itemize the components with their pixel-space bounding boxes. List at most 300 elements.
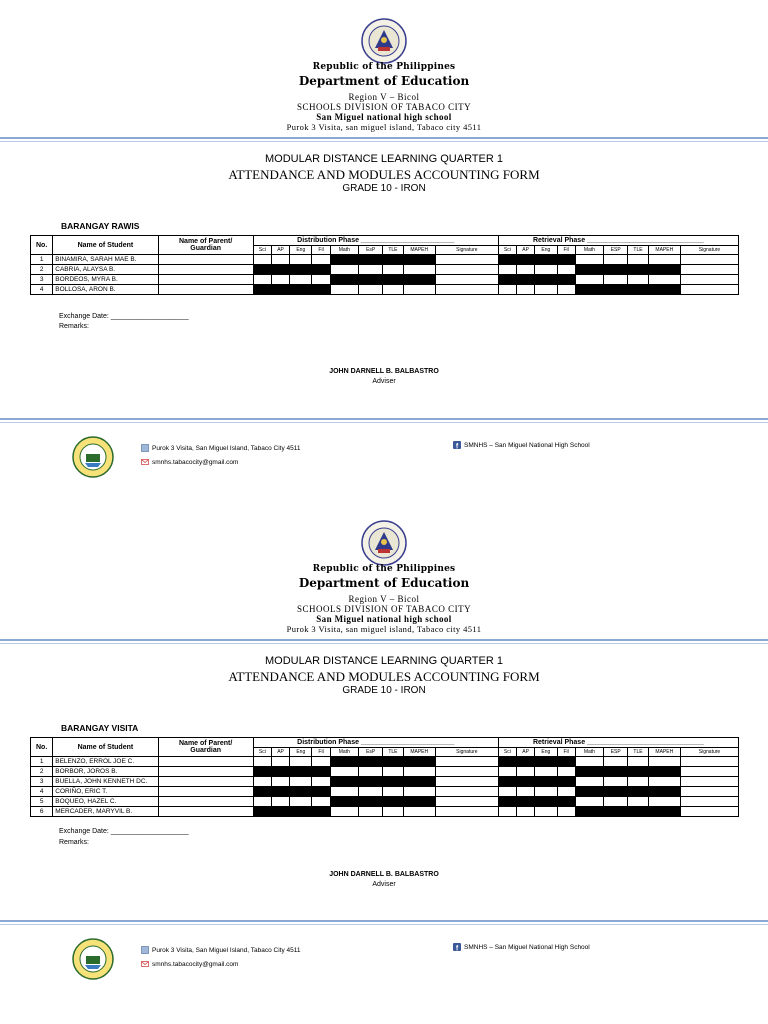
module-cell[interactable] [648,757,680,767]
school-label: San Miguel national high school [316,614,452,624]
facebook-icon [453,943,461,951]
module-cell[interactable] [330,255,358,265]
module-cell[interactable] [535,285,557,295]
module-cell[interactable] [253,275,271,285]
subcol-ret-sci: Sci [498,246,516,255]
module-cell[interactable] [330,777,358,787]
division-label: SCHOOLS DIVISION OF TABACO CITY [296,102,472,112]
republic-label: Republic of the Philippines [312,564,456,574]
region-label: Region V – Bicol [348,594,420,604]
signature-cell[interactable] [681,787,739,797]
module-cell[interactable] [383,807,403,817]
module-cell[interactable] [271,807,289,817]
module-cell[interactable] [359,807,383,817]
module-cell[interactable] [648,807,680,817]
student-name: BINAMIRA, SARAH MAE B. [53,255,158,265]
module-cell[interactable] [498,255,516,265]
signature-cell[interactable] [435,797,498,807]
parent-cell[interactable] [158,265,253,275]
signature-cell[interactable] [435,275,498,285]
module-cell[interactable] [628,275,648,285]
student-number: 1 [31,255,53,265]
footer-email [141,960,238,968]
module-cell[interactable] [312,255,330,265]
module-cell[interactable] [383,767,403,777]
module-cell[interactable] [359,787,383,797]
facebook-icon [453,441,461,449]
subcol-dist-tle: TLE [383,748,403,757]
module-cell[interactable] [253,797,271,807]
module-cell[interactable] [628,255,648,265]
module-cell[interactable] [383,265,403,275]
module-cell[interactable] [383,787,403,797]
col-retrieval-phase: Retrieval Phase ______________________________ [498,236,738,246]
adviser-role: Adviser [372,881,396,888]
subcol-ret-mapeh: MAPEH [648,748,680,757]
module-cell[interactable] [312,797,330,807]
module-cell[interactable] [271,275,289,285]
module-cell[interactable] [403,265,435,275]
module-cell[interactable] [517,285,535,295]
module-cell[interactable] [330,285,358,295]
parent-cell[interactable] [158,757,253,767]
module-cell[interactable] [535,265,557,275]
module-cell[interactable] [312,265,330,275]
module-cell[interactable] [648,265,680,275]
student-number: 4 [31,285,53,295]
signature-cell[interactable] [435,255,498,265]
module-cell[interactable] [330,767,358,777]
module-cell[interactable] [648,275,680,285]
module-cell[interactable] [498,285,516,295]
module-cell[interactable] [575,255,603,265]
subcol-dist-mapeh: MAPEH [403,748,435,757]
header-divider-thin [0,643,768,644]
module-cell[interactable] [403,255,435,265]
signature-cell[interactable] [681,255,739,265]
module-cell[interactable] [557,787,575,797]
location-icon [141,946,149,954]
subcol-dist-sci: Sci [253,246,271,255]
module-cell[interactable] [628,807,648,817]
parent-cell[interactable] [158,285,253,295]
subcol-ret-esp: ESP [604,748,628,757]
col-no: No. [31,236,53,255]
module-cell[interactable] [383,777,403,787]
module-cell[interactable] [312,757,330,767]
module-cell[interactable] [403,797,435,807]
form-title-main: ATTENDANCE AND MODULES ACCOUNTING FORM [228,669,540,684]
col-retrieval-phase: Retrieval Phase ______________________________ [498,738,738,748]
module-cell[interactable] [517,797,535,807]
module-cell[interactable] [557,777,575,787]
parent-cell[interactable] [158,787,253,797]
module-cell[interactable] [271,787,289,797]
subcol-ret-sci: Sci [498,748,516,757]
student-name: BELENZO, ERROL JOE C. [53,757,158,767]
signature-cell[interactable] [435,767,498,777]
col-parent-line2: Guardian [190,747,222,754]
module-cell[interactable] [498,767,516,777]
module-cell[interactable] [535,275,557,285]
adviser-name: JOHN DARNELL B. BALBASTRO [329,368,439,375]
subcol-dist-fil: Fil [312,748,330,757]
module-cell[interactable] [359,767,383,777]
attendance-table [30,737,739,817]
signature-cell[interactable] [681,807,739,817]
module-cell[interactable] [517,757,535,767]
module-cell[interactable] [604,777,628,787]
form-page-2 [0,502,768,1004]
module-cell[interactable] [403,777,435,787]
module-cell[interactable] [557,255,575,265]
module-cell[interactable] [628,265,648,275]
module-cell[interactable] [403,757,435,767]
module-cell[interactable] [604,807,628,817]
module-cell[interactable] [403,767,435,777]
footer-divider-thin [0,924,768,925]
module-cell[interactable] [359,275,383,285]
form-title-quarter: MODULAR DISTANCE LEARNING QUARTER 1 [265,153,503,165]
module-cell[interactable] [290,285,312,295]
module-cell[interactable] [628,777,648,787]
module-cell[interactable] [383,757,403,767]
col-no: No. [31,738,53,757]
module-cell[interactable] [604,787,628,797]
module-cell[interactable] [648,767,680,777]
module-cell[interactable] [253,807,271,817]
module-cell[interactable] [557,285,575,295]
subcol-dist-signature: Signature [435,748,498,757]
module-cell[interactable] [648,255,680,265]
header-divider [0,639,768,641]
module-cell[interactable] [648,777,680,787]
module-cell[interactable] [312,807,330,817]
table-row [31,757,739,767]
footer-address-text: Purok 3 Visita, San Miguel Island, Tabaco City 4511 [152,444,301,452]
signature-cell[interactable] [435,285,498,295]
parent-cell[interactable] [158,255,253,265]
module-cell[interactable] [383,255,403,265]
module-cell[interactable] [290,807,312,817]
module-cell[interactable] [330,797,358,807]
module-cell[interactable] [535,777,557,787]
subcol-dist-sci: Sci [253,748,271,757]
subcol-dist-esp: EsP [359,246,383,255]
module-cell[interactable] [290,265,312,275]
module-cell[interactable] [383,285,403,295]
module-cell[interactable] [403,787,435,797]
module-cell[interactable] [359,285,383,295]
parent-cell[interactable] [158,807,253,817]
module-cell[interactable] [498,265,516,275]
module-cell[interactable] [290,275,312,285]
subcol-dist-ap: AP [271,246,289,255]
module-cell[interactable] [330,787,358,797]
subcol-ret-math: Math [575,246,603,255]
module-cell[interactable] [575,757,603,767]
module-cell[interactable] [290,787,312,797]
module-cell[interactable] [557,275,575,285]
signature-cell[interactable] [435,757,498,767]
module-cell[interactable] [290,255,312,265]
module-cell[interactable] [604,797,628,807]
parent-cell[interactable] [158,777,253,787]
module-cell[interactable] [330,275,358,285]
module-cell[interactable] [535,807,557,817]
module-cell[interactable] [312,285,330,295]
footer-facebook [453,943,590,951]
parent-cell[interactable] [158,767,253,777]
module-cell[interactable] [330,807,358,817]
module-cell[interactable] [604,285,628,295]
module-cell[interactable] [271,797,289,807]
module-cell[interactable] [383,275,403,285]
module-cell[interactable] [498,757,516,767]
module-cell[interactable] [253,767,271,777]
subcol-dist-fil: Fil [312,246,330,255]
subcol-dist-signature: Signature [435,246,498,255]
student-name: CORIÑO, ERIC T. [53,787,158,797]
student-name: MERCADER, MARYVIL B. [53,807,158,817]
module-cell[interactable] [330,265,358,275]
module-cell[interactable] [604,255,628,265]
table-row [31,767,739,777]
footer-email-text[interactable]: smnhs.tabacocity@gmail.com [152,458,239,466]
module-cell[interactable] [575,265,603,275]
module-cell[interactable] [604,275,628,285]
subcol-ret-eng: Eng [535,246,557,255]
subcol-ret-ap: AP [517,748,535,757]
module-cell[interactable] [575,275,603,285]
module-cell[interactable] [575,807,603,817]
module-cell[interactable] [312,767,330,777]
school-logo-icon [72,436,114,478]
module-cell[interactable] [557,757,575,767]
module-cell[interactable] [271,265,289,275]
student-name: BOLLOSA, ARON B. [53,285,158,295]
school-logo-icon [72,938,114,980]
module-cell[interactable] [253,757,271,767]
footer-divider [0,418,768,420]
module-cell[interactable] [517,255,535,265]
signature-cell[interactable] [681,767,739,777]
subcol-dist-math: Math [330,748,358,757]
module-cell[interactable] [535,757,557,767]
module-cell[interactable] [557,265,575,275]
col-student-name: Name of Student [53,236,158,255]
module-cell[interactable] [648,285,680,295]
signature-cell[interactable] [681,285,739,295]
subcol-dist-eng: Eng [290,748,312,757]
school-address: Purok 3 Visita, san miguel island, Tabaco city 4511 [286,624,482,634]
student-number: 2 [31,265,53,275]
signature-cell[interactable] [681,777,739,787]
module-cell[interactable] [312,787,330,797]
module-cell[interactable] [604,757,628,767]
republic-label: Republic of the Philippines [312,62,456,72]
remarks-label: Remarks: [59,839,89,846]
module-cell[interactable] [517,265,535,275]
module-cell[interactable] [517,777,535,787]
form-title-quarter: MODULAR DISTANCE LEARNING QUARTER 1 [265,655,503,667]
module-cell[interactable] [403,807,435,817]
signature-cell[interactable] [435,777,498,787]
table-row [31,807,739,817]
module-cell[interactable] [498,787,516,797]
module-cell[interactable] [604,265,628,275]
module-cell[interactable] [403,285,435,295]
module-cell[interactable] [290,767,312,777]
module-cell[interactable] [628,797,648,807]
student-number: 3 [31,275,53,285]
module-cell[interactable] [330,757,358,767]
module-cell[interactable] [498,275,516,285]
subcol-ret-ap: AP [517,246,535,255]
subcol-dist-math: Math [330,246,358,255]
barangay-label: BARANGAY RAWIS [61,221,140,231]
subcol-ret-tle: TLE [628,748,648,757]
signature-cell[interactable] [681,757,739,767]
module-cell[interactable] [253,285,271,295]
module-cell[interactable] [359,265,383,275]
module-cell[interactable] [271,255,289,265]
module-cell[interactable] [359,255,383,265]
footer-facebook [453,441,590,449]
form-page-1 [0,0,768,502]
module-cell[interactable] [271,285,289,295]
module-cell[interactable] [648,787,680,797]
subcol-ret-eng: Eng [535,748,557,757]
footer-facebook-text[interactable]: SMNHS – San Miguel National High School [464,943,590,951]
signature-cell[interactable] [681,275,739,285]
adviser-role: Adviser [372,378,396,385]
module-cell[interactable] [517,767,535,777]
footer-address-text: Purok 3 Visita, San Miguel Island, Tabaco City 4511 [152,946,301,954]
subcol-ret-signature: Signature [681,246,739,255]
table-row [31,777,739,787]
signature-cell[interactable] [681,797,739,807]
remarks-label: Remarks: [59,323,89,330]
module-cell[interactable] [271,777,289,787]
module-cell[interactable] [604,767,628,777]
module-cell[interactable] [498,807,516,817]
module-cell[interactable] [253,787,271,797]
col-student-name: Name of Student [53,738,158,757]
col-distribution-phase: Distribution Phase ________________________ [253,236,498,246]
module-cell[interactable] [575,777,603,787]
signature-cell[interactable] [435,787,498,797]
module-cell[interactable] [628,787,648,797]
module-cell[interactable] [517,787,535,797]
email-icon [141,458,149,466]
student-name: BUELLA, JOHN KENNETH DC. [53,777,158,787]
module-cell[interactable] [648,797,680,807]
department-label: Department of Education [298,576,470,590]
module-cell[interactable] [498,777,516,787]
subcol-dist-esp: EsP [359,748,383,757]
module-cell[interactable] [535,767,557,777]
module-cell[interactable] [517,275,535,285]
student-name: BORBOR, JOROS B. [53,767,158,777]
module-cell[interactable] [312,777,330,787]
student-number: 5 [31,797,53,807]
department-label: Department of Education [298,74,470,88]
module-cell[interactable] [575,797,603,807]
col-parent [158,738,253,757]
module-cell[interactable] [290,777,312,787]
signature-cell[interactable] [435,807,498,817]
student-name: CABRIA, ALAYSA B. [53,265,158,275]
col-parent [158,236,253,255]
table-row [31,255,739,265]
module-cell[interactable] [628,285,648,295]
signature-cell[interactable] [681,265,739,275]
module-cell[interactable] [290,797,312,807]
module-cell[interactable] [271,757,289,767]
module-cell[interactable] [557,797,575,807]
module-cell[interactable] [575,767,603,777]
subcol-ret-signature: Signature [681,748,739,757]
module-cell[interactable] [359,777,383,787]
module-cell[interactable] [403,275,435,285]
footer-facebook-text[interactable]: SMNHS – San Miguel National High School [464,441,590,449]
exchange-date: Exchange Date: ____________________ [59,313,189,320]
parent-cell[interactable] [158,275,253,285]
subcol-ret-tle: TLE [628,246,648,255]
module-cell[interactable] [498,797,516,807]
module-cell[interactable] [271,767,289,777]
table-row [31,797,739,807]
location-icon [141,444,149,452]
col-distribution-phase: Distribution Phase ________________________ [253,738,498,748]
module-cell[interactable] [383,797,403,807]
parent-cell[interactable] [158,797,253,807]
module-cell[interactable] [253,777,271,787]
module-cell[interactable] [535,787,557,797]
module-cell[interactable] [535,797,557,807]
module-cell[interactable] [628,757,648,767]
subcol-ret-fil: Fil [557,246,575,255]
module-cell[interactable] [557,767,575,777]
module-cell[interactable] [535,255,557,265]
col-parent-line1: Name of Parent/ [179,238,233,245]
footer-address [141,946,301,954]
module-cell[interactable] [557,807,575,817]
deped-seal-icon [361,520,407,566]
module-cell[interactable] [253,255,271,265]
module-cell[interactable] [359,797,383,807]
region-label: Region V – Bicol [348,92,420,102]
module-cell[interactable] [253,265,271,275]
module-cell[interactable] [575,787,603,797]
footer-divider [0,920,768,922]
module-cell[interactable] [517,807,535,817]
exchange-date: Exchange Date: ____________________ [59,828,189,835]
form-title-grade: GRADE 10 - IRON [342,685,426,696]
module-cell[interactable] [628,767,648,777]
module-cell[interactable] [575,285,603,295]
adviser-name: JOHN DARNELL B. BALBASTRO [329,871,439,878]
student-number: 2 [31,767,53,777]
module-cell[interactable] [290,757,312,767]
footer-email-text[interactable]: smnhs.tabacocity@gmail.com [152,960,239,968]
email-icon [141,960,149,968]
module-cell[interactable] [312,275,330,285]
signature-cell[interactable] [435,265,498,275]
module-cell[interactable] [359,757,383,767]
barangay-label: BARANGAY VISITA [61,723,139,733]
